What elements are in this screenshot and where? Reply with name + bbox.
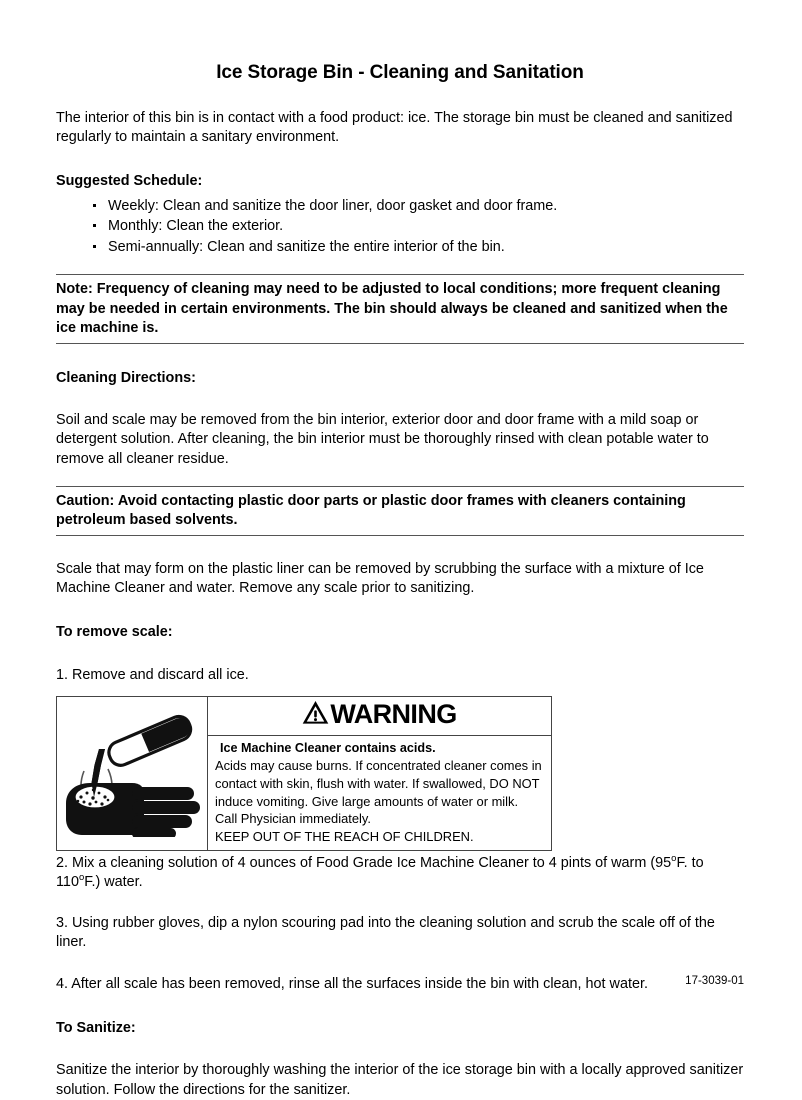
note-callout [56,274,744,343]
warning-body [208,735,552,850]
warning-line: Acids may cause burns. If concentrated cleaner comes in [215,758,542,773]
suggested-schedule-heading: Suggested Schedule: [56,173,203,190]
warning-lead-text: Ice Machine Cleaner contains acids. [220,740,436,755]
list-item: Semi-annually: Clean and sanitize the entire interior of the bin. [92,237,744,257]
intro-paragraph: The interior of this bin is in contact with a food product: ice. The storage bin must be cleaned and sanitized regularly to maintain a sanitary environment. [56,109,733,145]
note-text: Note: Frequency of cleaning may need to be adjusted to local conditions; more frequent cleaning may be needed in certain environments. The bin should always be cleaned and sanitized when the ice machine is. [56,281,728,337]
degree-symbol: o [671,853,677,865]
step2-part-3: F.) water. [84,874,143,891]
remove-scale-step-2 [56,854,744,892]
suggested-schedule-list [56,196,744,257]
document-part-number: 17-3039-01 [685,974,744,987]
list-item: Weekly: Clean and sanitize the door liner, door gasket and door frame. [92,196,744,216]
warning-line: KEEP OUT OF THE REACH OF CHILDREN. [215,829,474,845]
warning-header [208,696,552,735]
warning-line: Call Physician immediately. [215,811,371,827]
sanitize-paragraph: Sanitize the interior by thoroughly washing the interior of the ice storage bin with a locally approved sanitizer solution. Follow the directions for the sanitizer. [56,1062,744,1098]
degree-symbol: o [78,872,85,884]
step2-part-2: F. to 110 [56,854,704,891]
scale-paragraph: Scale that may form on the plastic liner can be removed by scrubbing the surface with a mixture of Ice Machine Cleaner and water. Remove any scale prior to sanitizing. [56,560,704,596]
to-sanitize-heading: To Sanitize: [56,1019,136,1036]
cleaning-directions-heading: Cleaning Directions: [56,369,196,386]
warning-line: contact with skin, flush with water. If swallowed, DO NOT [215,775,540,791]
warning-label [56,696,552,851]
to-remove-scale-heading: To remove scale: [56,623,173,640]
page-title: Ice Storage Bin - Cleaning and Sanitation [216,62,584,83]
step2-part-1: 2. Mix a cleaning solution of 4 ounces of Food Grade Ice Machine Cleaner to 4 pints of warm (95 [56,854,672,871]
cleaning-directions-paragraph: Soil and scale may be removed from the bin interior, exterior door and door frame with a mild soap or detergent solution. After cleaning, the bin interior must be thoroughly rinsed with clean potable water to remove all cleaner residue. [56,412,709,467]
warning-triangle-icon [302,700,329,730]
remove-scale-step-3: 3. Using rubber gloves, dip a nylon scouring pad into the cleaning solution and scrub the scale off of the liner. [56,915,715,951]
remove-scale-step-4: 4. After all scale has been removed, rinse all the surfaces inside the bin with clean, hot water. [56,975,648,992]
list-item: Monthly: Clean the exterior. [92,216,744,236]
warning-word: WARNING [330,699,457,730]
acid-burn-hazard-icon [57,696,208,850]
caution-callout [56,486,744,536]
caution-text: Caution: Avoid contacting plastic door parts or plastic door frames with cleaners containing petroleum based solvents. [56,492,686,529]
warning-top-row [57,696,552,735]
remove-scale-step-1: 1. Remove and discard all ice. [56,666,249,683]
warning-line: induce vomiting. Give large amounts of water or milk. [215,793,519,809]
